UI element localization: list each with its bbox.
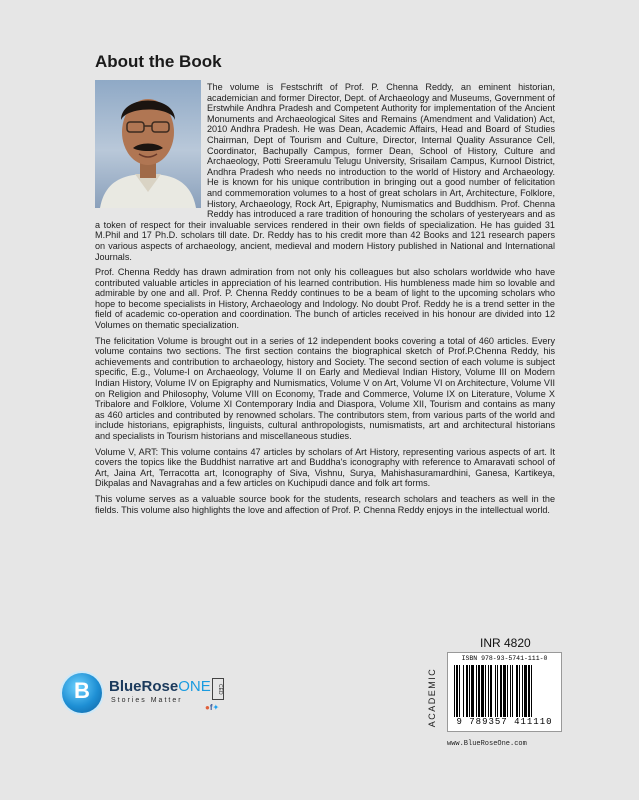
category-label: ACADEMIC <box>427 667 437 728</box>
page-title: About the Book <box>95 52 222 71</box>
description-paragraph: Prof. Chenna Reddy has drawn admiration from not only his colleagues but also scholars worldwide who have contributed valuable articles in appreciation of his learned contribution. His humbleness made him so lovable and admirable by one and all. Prof. P. Chenna Reddy continues to be a beam of light to the upcoming scholars who hope to become specialists in History, Archaeology and Indology. No doubt Prof. Reddy he is a trend setter in the field of academic co-operation and coordination. The bunch of articles received in his honour are divided into 12 Volumes on thematic specialization. <box>95 267 555 331</box>
barcode-number: 9 789357 411110 <box>456 717 553 727</box>
isbn-text: ISBN 978-93-5741-111-0 <box>461 655 548 662</box>
twitter-icon: ✦ <box>212 703 220 712</box>
description-paragraph: The volume is Festschrift of Prof. P. Chenna Reddy, an eminent historian, academician and former Director, Dept. of Archaeology and Museums, Government of Erstwhile Andhra Pradesh and Competent Authority for implementation of the Ancient Monuments and Archaeological Sites and Remains (Amendment and Validation) Act, 2010 Andhra Pradesh. He was Dean, Academic Affairs, Head and Board of Studies Chairman, Dept of Tourism and Culture, Director, Internal Quality Assurance Cell, Coordinator, Bachupally Campus, former Dean, School of History, Culture and Archaeology, Potti Sreeramulu Telugu University, Srisailam Campus, Kurnool District, Andhra Pradesh who needs no introduction to the world of History and Archaeology. He is known for his unique contribution in bringing out a good number of felicitation and commemoration volumes to a host of great scholars in Art, Architecture, Folklore, History, Archaeology, Rock Art, Epigraphy, Numismatics and Buddhism. Prof. Chenna Reddy has introduced a rare tradition of honouring the scholars of yesteryears and as a token of respect for their invaluable services rendered in their own fields of specialization. He has guided 31 M.Phil and 17 Ph.D. scholars till date. Dr. Reddy has to his credit more than 42 Books and 121 research papers on various aspects of archaeology, ancient, medieval and modern History published in National and International Journals. <box>95 82 555 262</box>
website-url: www.BlueRoseOne.com <box>447 740 527 748</box>
publisher-badge: CED <box>212 678 224 700</box>
brand-suffix: ONE <box>178 678 211 695</box>
social-icons <box>205 703 219 712</box>
blog-icon: ● <box>205 703 210 712</box>
brand-name: BlueRose <box>109 678 179 695</box>
description-paragraph: The felicitation Volume is brought out in a series of 12 independent books covering a total of 460 articles. Every volume contains two sections. The first section contains the biographical sketch of Prof.P.Chenna Reddy, his achievements and contribution to archaeology, history and Society. The second section of each volume is subject specific, E.g., Volume-I on Archaeology, Volume II on Early and Medieval Indian History, Volume III on Modern Indian History, Volume IV on Epigraphy and Numismatics, Volume V on Art, Volume VI on Architecture, Volume VII on Religion and Philosophy, Volume VIII on Economy, Trade and Commerce, Volume IX on Literature, Volume X Tribalore and Folklore, Volume XI Contemporary India and Diaspora, Volume XII, Tourism and contains as many as 460 articles and contributed by renowned scholars. The contributors stem, from various parts of the world and include historians, epigraphists, linguists, cultural anthropologists, numismatists, art and architectural historians and specialists in Tourism historians and miscellaneous studies. <box>95 335 555 441</box>
book-description <box>95 82 555 520</box>
price-label: INR 4820 <box>480 636 531 650</box>
barcode <box>447 652 562 732</box>
barcode-bars <box>454 665 555 717</box>
description-paragraph: This volume serves as a valuable source book for the students, research scholars and teachers as well in the fields. This volume also highlights the love and affection of Prof. P. Chenna Reddy enjoys in the intellectual world. <box>95 493 555 515</box>
publisher-logo <box>62 670 242 720</box>
description-paragraph: Volume V, ART: This volume contains 47 articles by scholars of Art History, representing various aspects of art. It covers the topics like the Buddhist narrative art and Buddha's iconography with reference to Amaravati school of Art, Jaina Art, Terracotta art, Iconography of Siva, Vishnu, Surya, Mahishasuramardhini, Ganesa, Kartikeya, Dikpalas and Navagrahas and a few articles on Kuchipudi dance and folk art forms. <box>95 446 555 489</box>
publisher-brand <box>109 678 211 695</box>
facebook-icon: f <box>209 703 213 712</box>
publisher-tagline: Stories Matter <box>111 697 183 704</box>
logo-letter: B <box>74 678 90 703</box>
